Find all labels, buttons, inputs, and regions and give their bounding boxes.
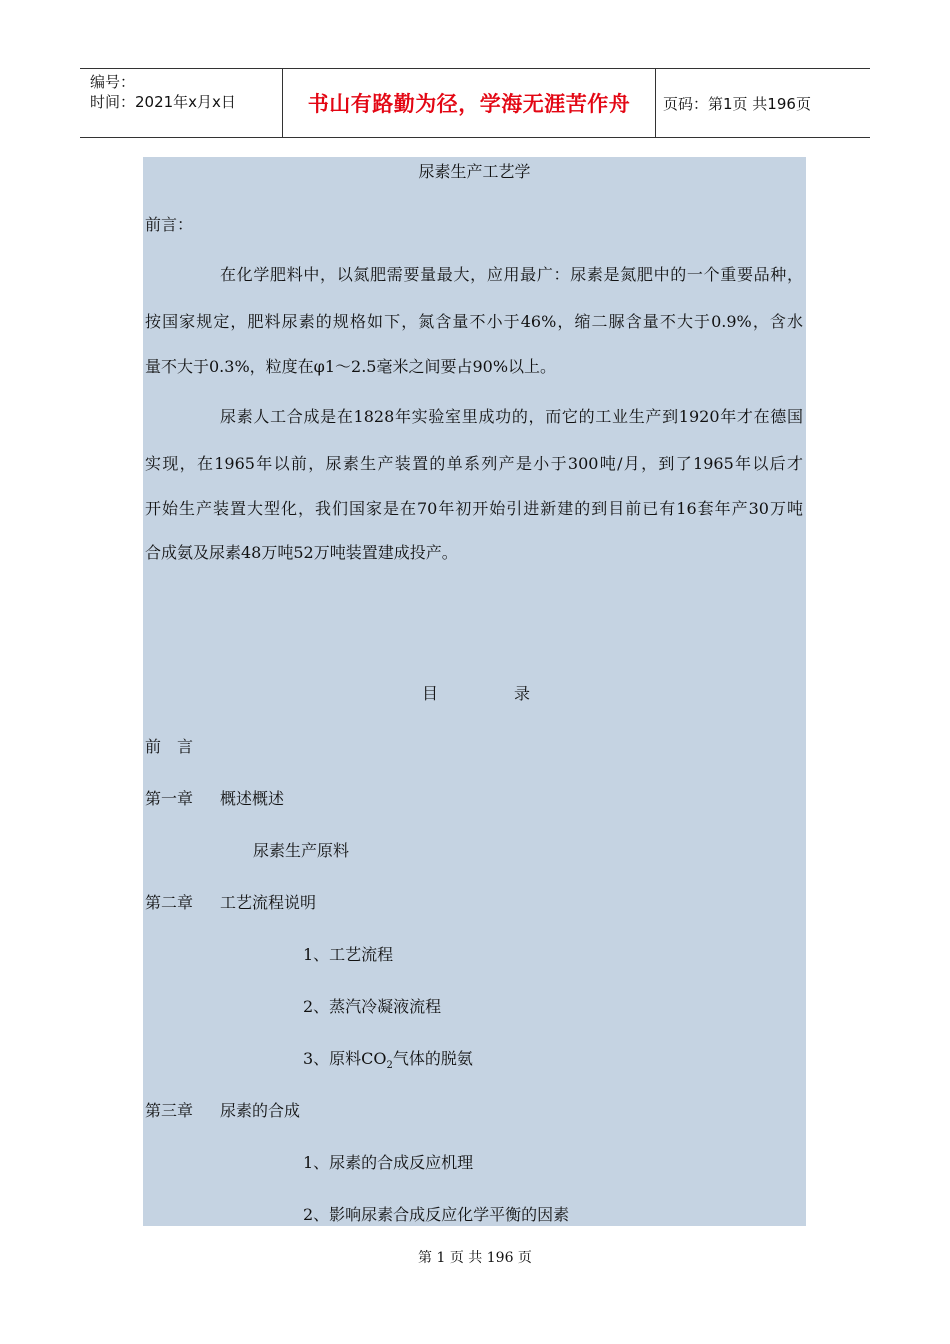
document-title: 尿素生产工艺学	[418, 162, 531, 181]
toc-chapter: 第二章	[145, 893, 194, 912]
toc-item: 1、工艺流程	[303, 945, 394, 964]
toc-chapter: 第一章	[145, 789, 194, 808]
header-motto: 书山有路勤为径，学海无涯苦作舟	[307, 92, 631, 116]
paragraph-line: 量不大于0.3%，粒度在φ1～2.5毫米之间要占90%以上。	[145, 357, 557, 376]
toc-item: 1、尿素的合成反应机理	[303, 1153, 474, 1172]
page-footer: 第 1 页 共 196 页	[418, 1250, 532, 1266]
paragraph-line: 合成氨及尿素48万吨52万吨装置建成投产。	[145, 543, 458, 562]
page-header	[80, 68, 870, 138]
paragraph-line: 实现，在1965年以前，尿素生产装置的单系列产是小于300吨/月，到了1965年以后才	[145, 454, 803, 473]
toc-item: 2、蒸汽冷凝液流程	[303, 997, 442, 1016]
preface-label: 前言：	[145, 215, 194, 234]
paragraph-line: 尿素人工合成是在1828年实验室里成功的，而它的工业生产到1920年才在德国	[220, 407, 803, 426]
toc-item: 3、原料$CO_2$气体的脱氨	[303, 1049, 473, 1072]
toc-chapter-title: 工艺流程说明	[220, 893, 317, 912]
header-meta	[90, 72, 236, 112]
date-label: 时间：2021年x月x日	[90, 93, 236, 111]
toc-item: 前 言	[145, 737, 194, 756]
toc-chapter-title: 尿素的合成	[220, 1101, 301, 1120]
document-body	[143, 157, 806, 1226]
page-code: 页码：第1页 共196页	[663, 94, 811, 113]
toc-item: 尿素生产原料	[253, 841, 350, 860]
paragraph-line: 开始生产装置大型化，我们国家是在70年初开始引进新建的到目前已有16套年产30万吨	[145, 499, 803, 518]
toc-item: 2、影响尿素合成反应化学平衡的因素	[303, 1205, 570, 1224]
number-label: 编号：	[90, 73, 136, 91]
paragraph-line: 按国家规定，肥料尿素的规格如下，氮含量不小于46%，缩二脲含量不大于0.9%，含水	[145, 312, 803, 331]
header-divider	[655, 69, 656, 137]
toc-chapter-title: 概述概述	[220, 789, 285, 808]
paragraph-line: 在化学肥料中，以氮肥需要量最大，应用最广：尿素是氮肥中的一个重要品种，	[220, 265, 803, 284]
toc-chapter: 第三章	[145, 1101, 194, 1120]
toc-title: 目	[422, 684, 439, 703]
toc-title: 录	[514, 684, 531, 703]
